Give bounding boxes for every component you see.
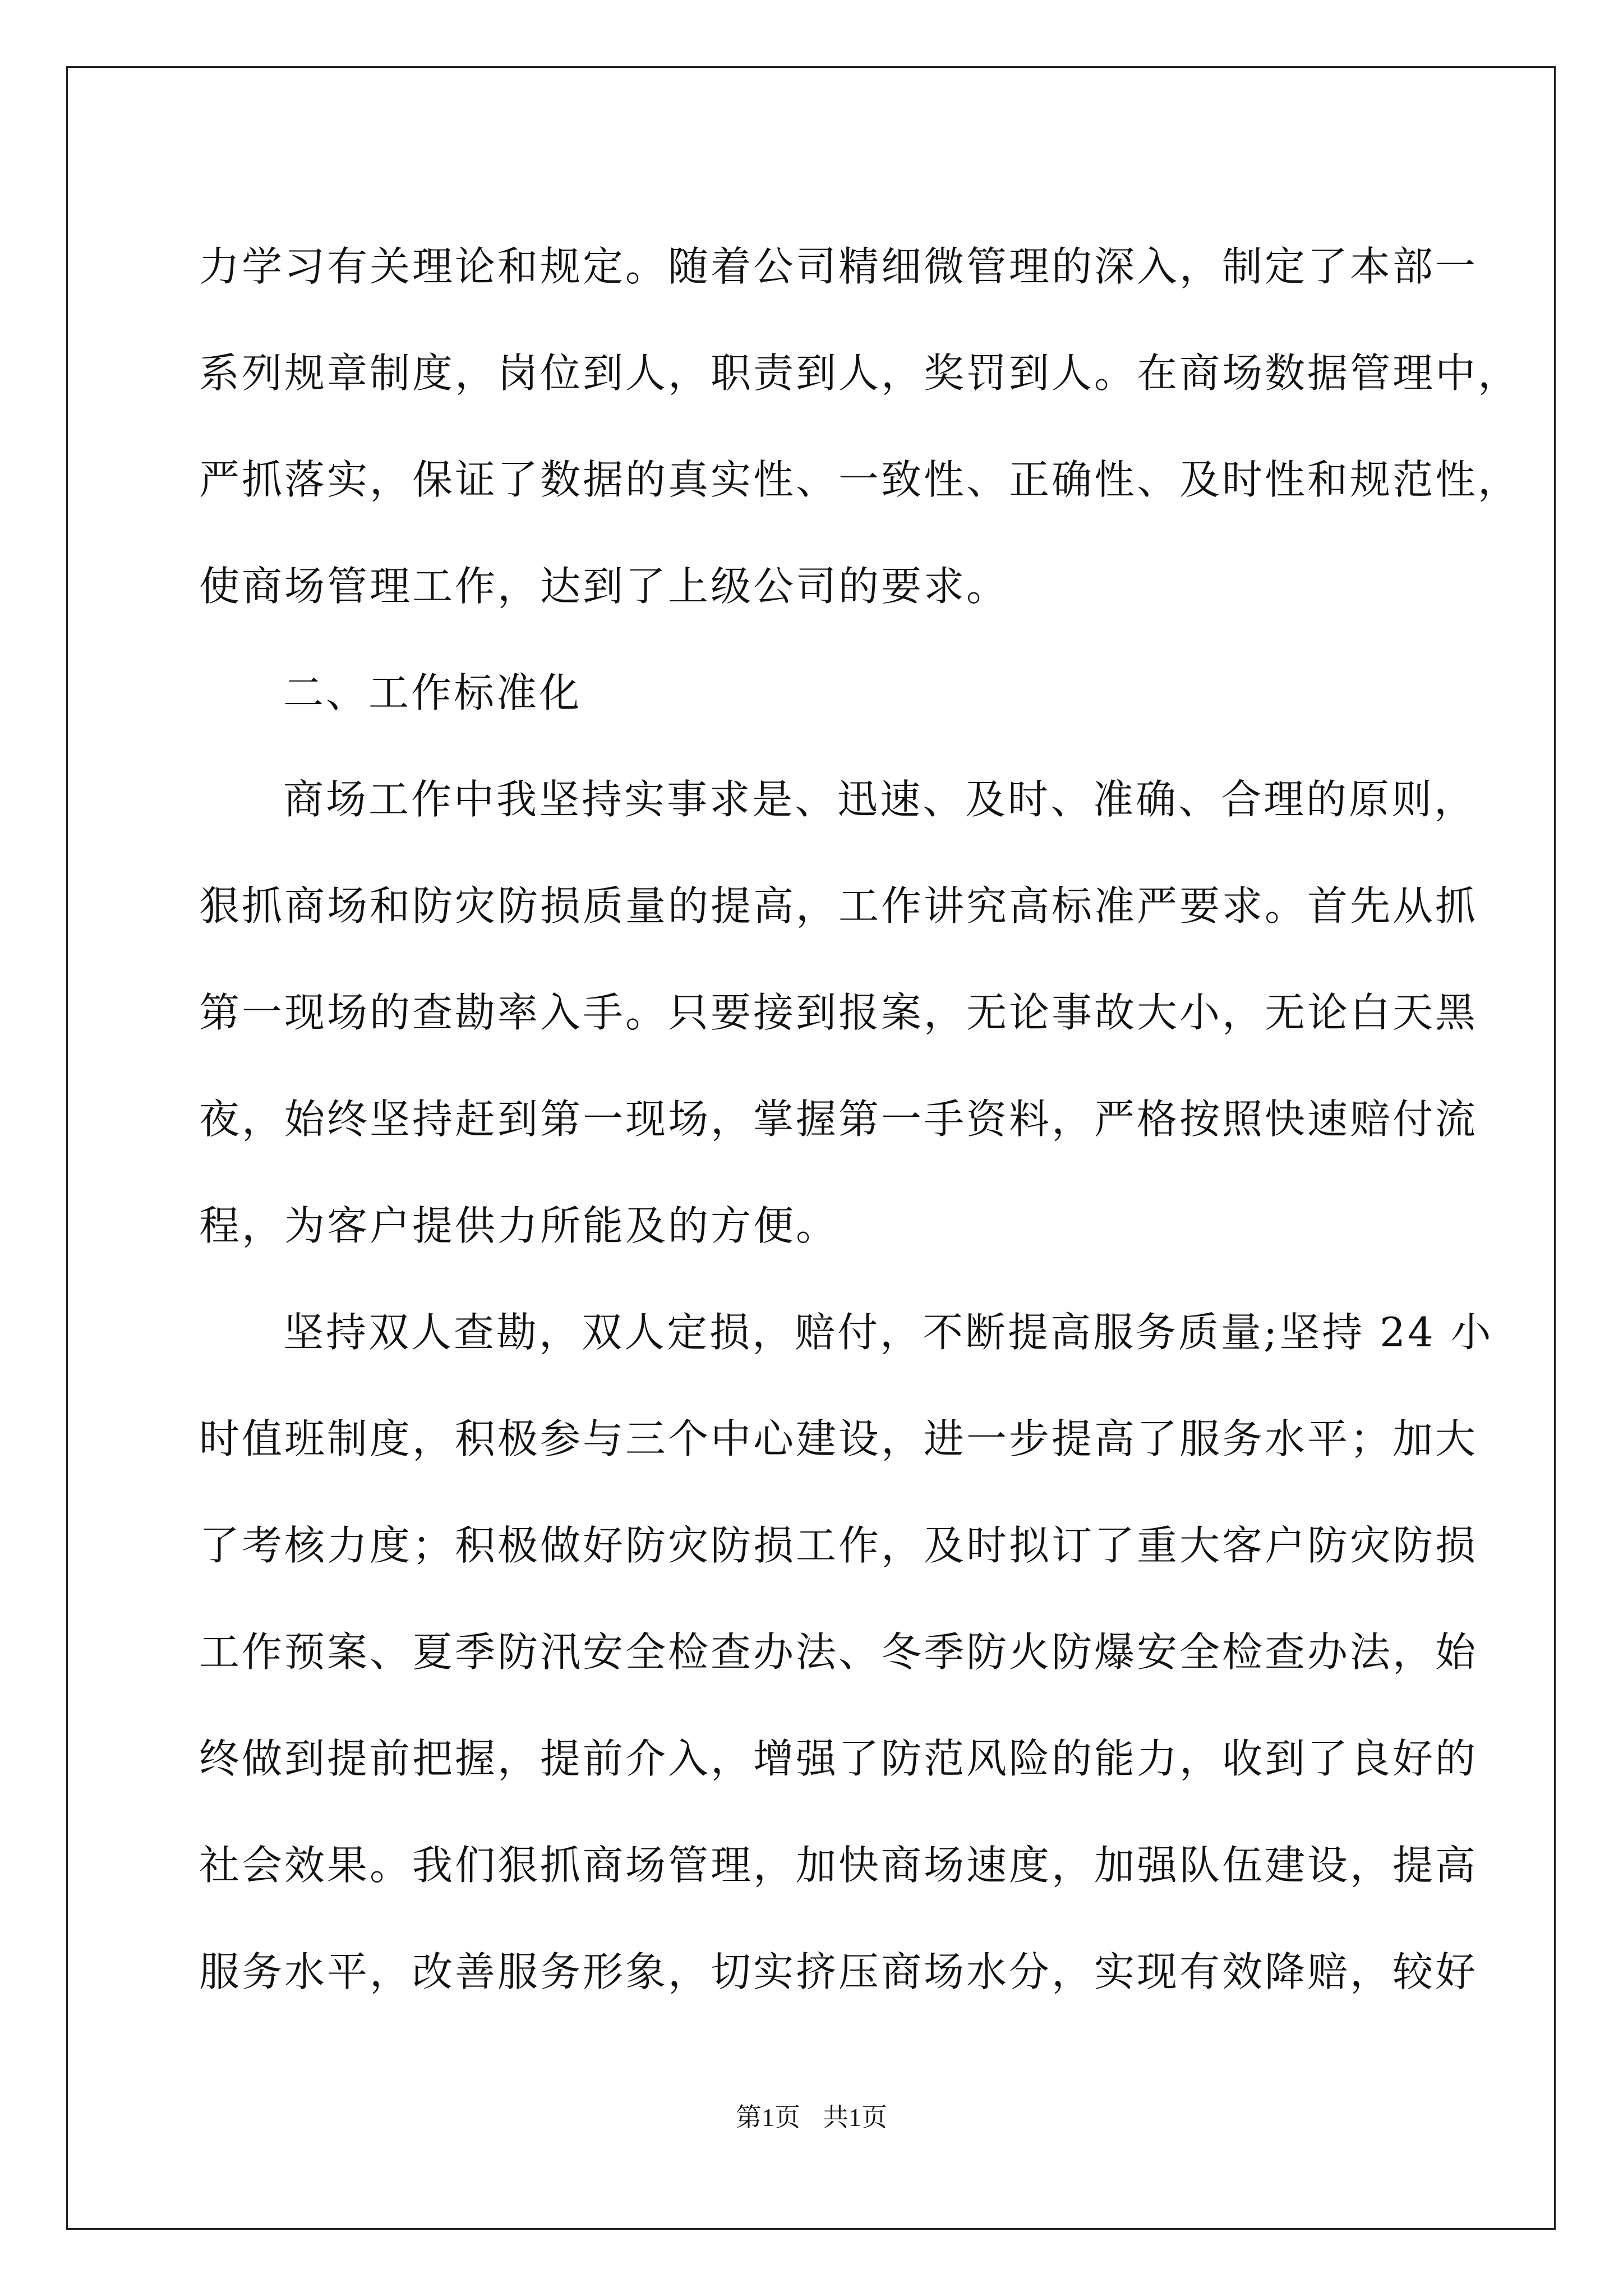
text-line: 社会效果。我们狠抓商场管理，加快商场速度，加强队伍建设，提高 <box>199 1842 1478 1889</box>
text-line: 夜，始终坚持赶到第一现场，掌握第一手资料，严格按照快速赔付流 <box>199 1096 1478 1143</box>
text-line: 工作预案、夏季防汛安全检查办法、冬季防火防爆安全检查办法，始 <box>199 1628 1478 1676</box>
text-line: 狠抓商场和防灾防损质量的提高，工作讲究高标准严要求。首先从抓 <box>199 882 1478 930</box>
text-line: 第一现场的查勘率入手。只要接到报案，无论事故大小，无论白天黑 <box>199 989 1478 1036</box>
text-line: 程，为客户提供力所能及的方便。 <box>199 1202 839 1249</box>
text-line: 系列规章制度，岗位到人，职责到人，奖罚到人。在商场数据管理中， <box>199 349 1521 397</box>
text-line: 商场工作中我坚持实事求是、迅速、及时、准确、合理的原则， <box>283 776 1477 823</box>
text-line: 坚持双人查勘，双人定损，赔付，不断提高服务质量;坚持 24 小 <box>283 1309 1493 1356</box>
page-footer <box>0 2097 1623 2134</box>
text-line: 终做到提前把握，提前介入，增强了防范风险的能力，收到了良好的 <box>199 1735 1478 1782</box>
text-line: 力学习有关理论和规定。随着公司精细微管理的深入，制定了本部一 <box>199 243 1478 290</box>
text-line: 二、工作标准化 <box>283 669 582 716</box>
text-line: 了考核力度；积极做好防灾防损工作，及时拟订了重大客户防灾防损 <box>199 1522 1478 1569</box>
document-body <box>199 213 1521 2025</box>
text-line: 使商场管理工作，达到了上级公司的要求。 <box>199 563 1009 610</box>
page-number-total: 共1页 <box>823 2103 887 2132</box>
page-number-current: 第1页 <box>736 2103 800 2132</box>
text-line: 时值班制度，积极参与三个中心建设，进一步提高了服务水平；加大 <box>199 1415 1478 1462</box>
text-line: 服务水平，改善服务形象，切实挤压商场水分，实现有效降赔，较好 <box>199 1948 1478 1995</box>
text-line: 严抓落实，保证了数据的真实性、一致性、正确性、及时性和规范性， <box>199 456 1521 503</box>
